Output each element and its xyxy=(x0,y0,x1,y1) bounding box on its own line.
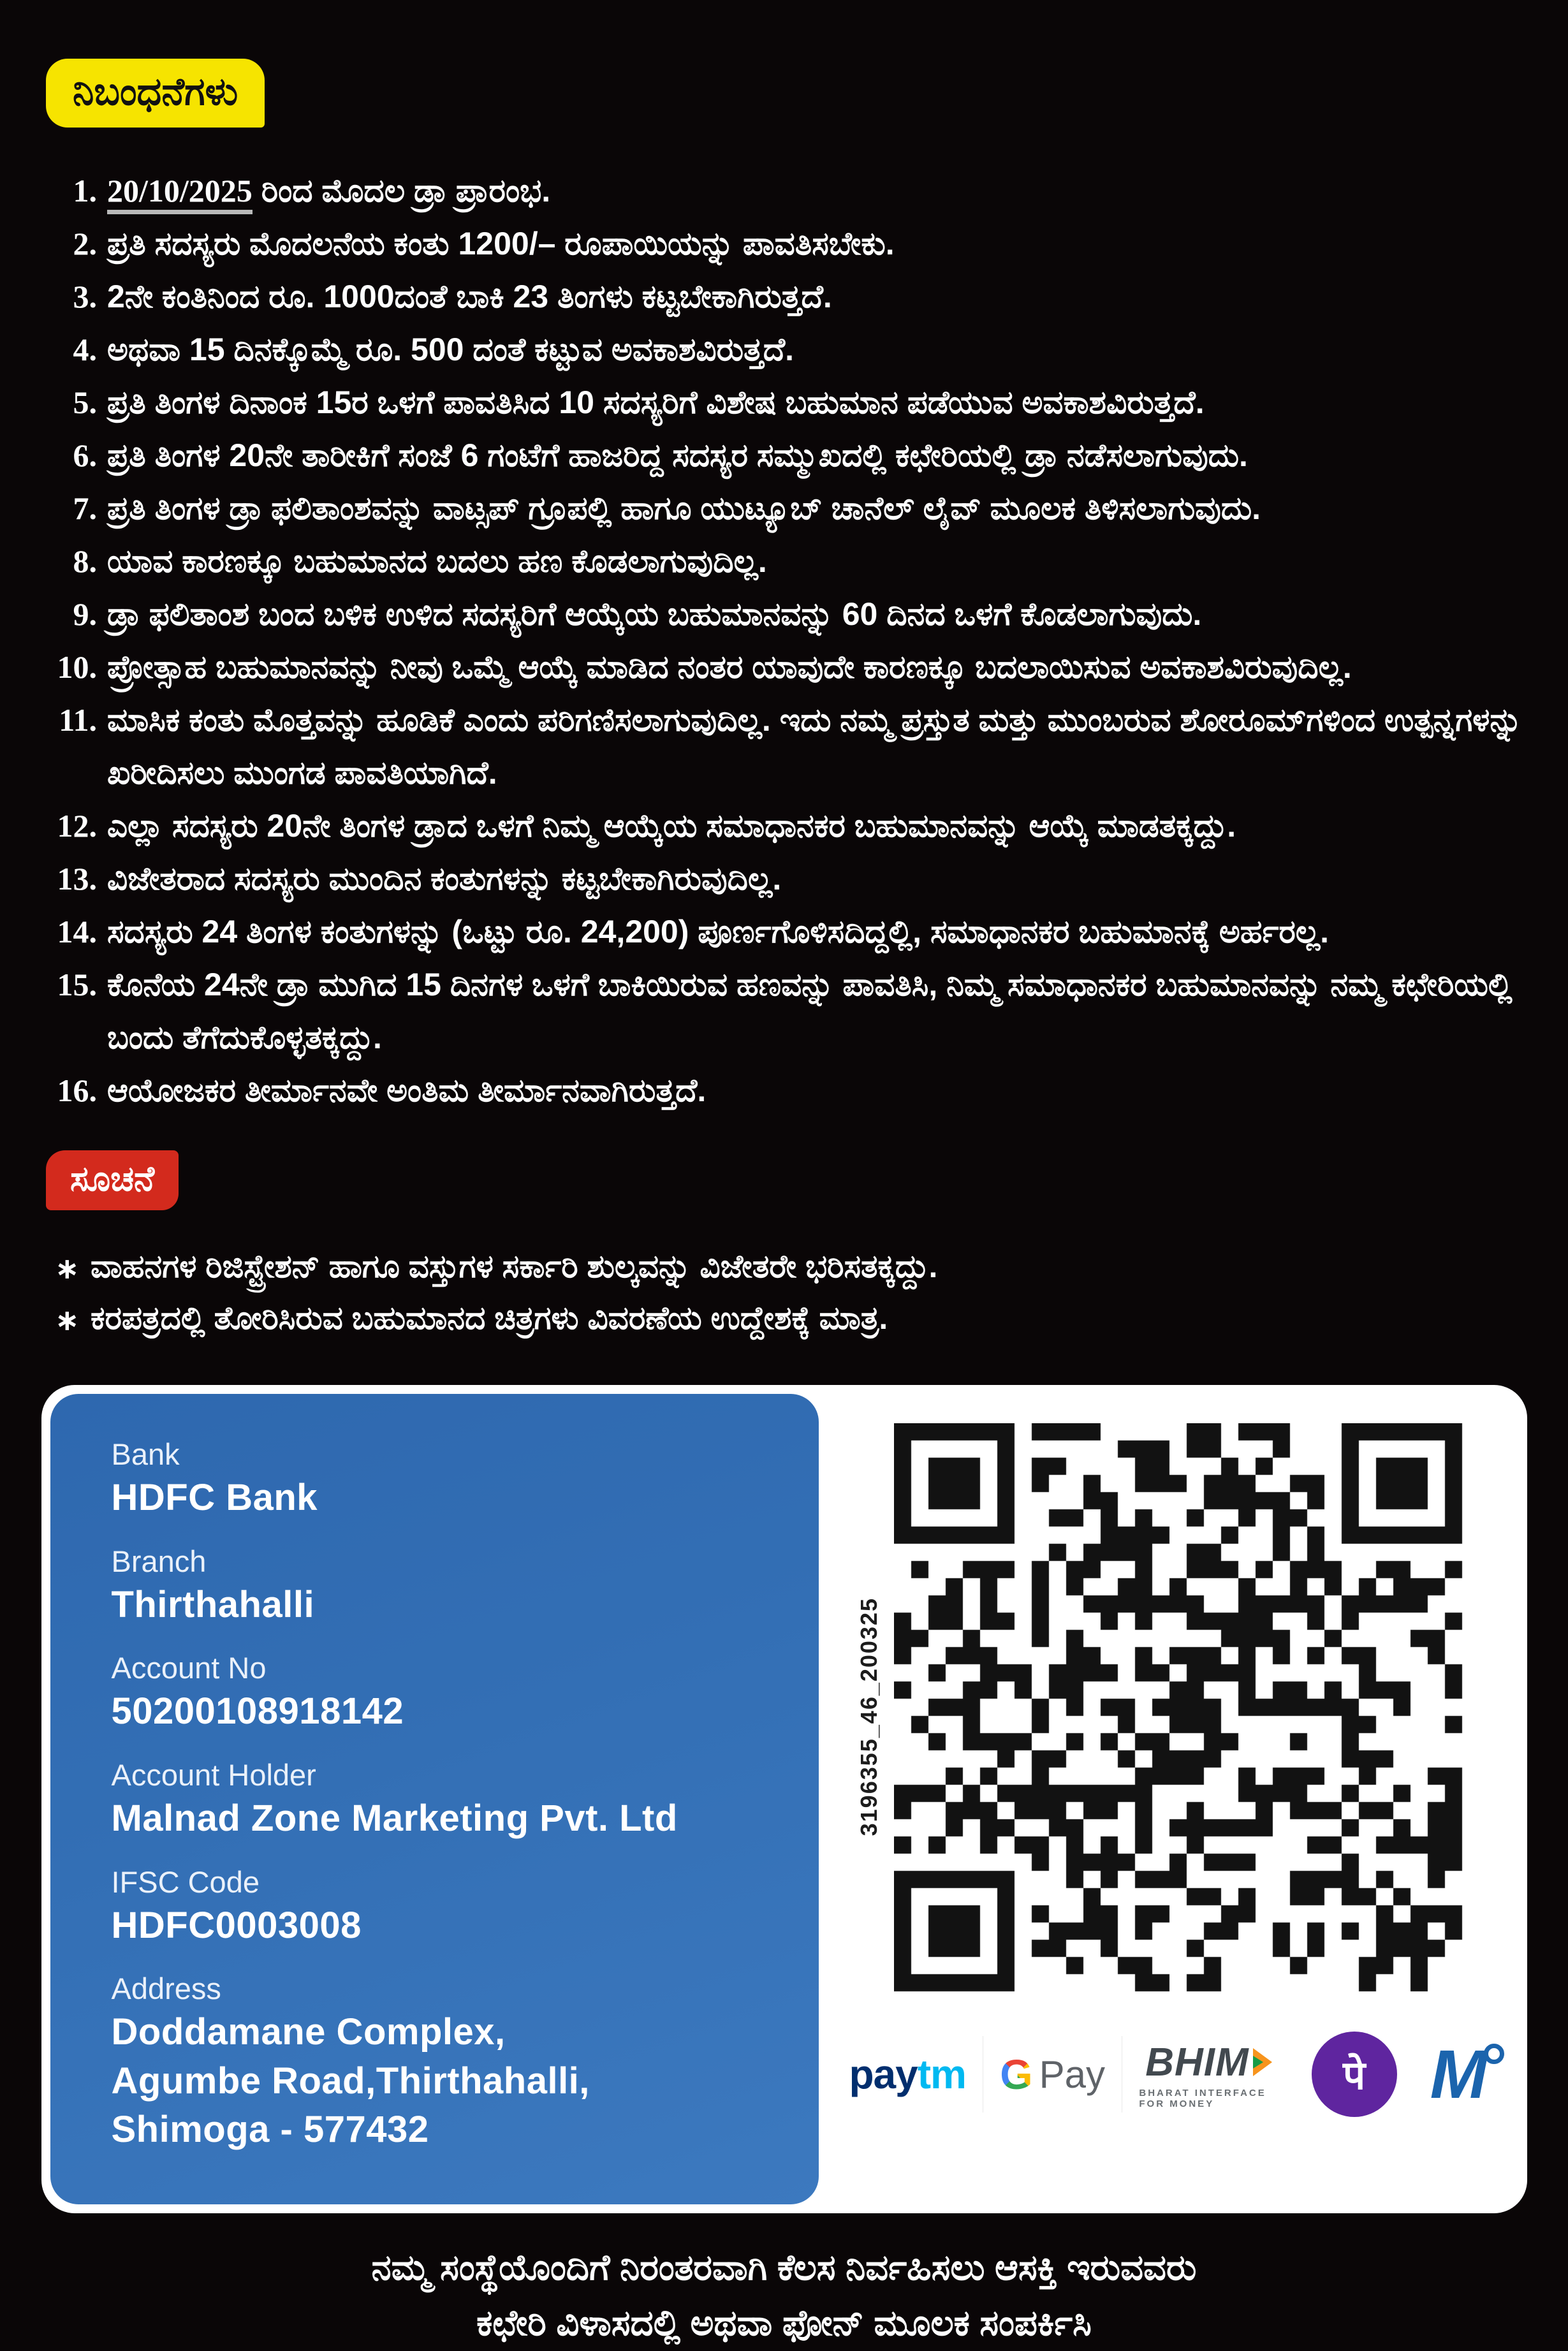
term-number: 5. xyxy=(73,385,97,420)
notice-heading: ಸೂಚನೆ xyxy=(46,1150,179,1210)
ifsc-label: IFSC Code xyxy=(111,1864,260,1899)
address-label: Address xyxy=(111,1972,221,2006)
term-item-11 xyxy=(47,694,1542,800)
branch-label: Branch xyxy=(111,1544,207,1578)
term-item-13 xyxy=(47,853,1542,905)
term-number: 12. xyxy=(57,808,97,844)
account-holder-value: Malnad Zone Marketing Pvt. Ltd xyxy=(111,1798,678,1840)
ifsc-value: HDFC0003008 xyxy=(111,1904,362,1946)
bhim-logo-top xyxy=(1145,2040,1271,2085)
bhim-logo xyxy=(1122,2026,1294,2122)
term-text: ಪ್ರತಿ ತಿಂಗಳ ಡ್ರಾ ಫಲಿತಾಂಶವನ್ನು ವಾಟ್ಸಪ್ ಗ್ರೂಪಲ್ಲಿ ಹಾಗೂ ಯುಟ್ಯೂಬ್ ಚಾನೆಲ್ ಲೈವ್ ಮೂಲಕ ತಿಳಿಸಲಾಗುವುದು. xyxy=(107,490,1261,526)
qr-area xyxy=(856,1423,1481,2010)
term-number: 2. xyxy=(73,226,97,261)
term-number: 3. xyxy=(73,279,97,314)
account-holder-field xyxy=(112,1755,780,1843)
gpay-logo xyxy=(983,2026,1122,2122)
term-text: ಸದಸ್ಯರು 24 ತಿಂಗಳ ಕಂತುಗಳನ್ನು (ಒಟ್ಟು ರೂ. 24,200) ಪೂರ್ಣಗೊಳಿಸದಿದ್ದಲ್ಲಿ, ಸಮಾಧಾನಕರ ಬಹುಮಾನಕ್ಕೆ ಅರ್ಹರಲ್ಲ. xyxy=(107,914,1330,949)
term-number: 8. xyxy=(73,543,97,579)
term-text-rest: ರಿಂದ ಮೊದಲ ಡ್ರಾ ಪ್ರಾರಂಭ. xyxy=(252,173,551,209)
term-text: ಪ್ರತಿ ತಿಂಗಳ 20ನೇ ತಾರೀಕಿಗೆ ಸಂಜೆ 6 ಗಂಟೆಗೆ ಹಾಜರಿದ್ದ ಸದಸ್ಯರ ಸಮ್ಮುಖದಲ್ಲಿ ಕಛೇರಿಯಲ್ಲಿ ಡ್ರಾ ನಡೆಸಲಾಗುವುದು. xyxy=(107,437,1248,473)
qr-reference-text: 3196355_46_200325 xyxy=(856,1597,882,1836)
footer-line-1: ನಮ್ಮ ಸಂಸ್ಥೆಯೊಂದಿಗೆ ನಿರಂತರವಾಗಿ ಕೆಲಸ ನಿರ್ವಹಿಸಲು ಆಸಕ್ತಿ ಇರುವವರು xyxy=(371,2246,1197,2287)
term-item-2 xyxy=(47,217,1542,270)
term-item-4 xyxy=(47,323,1542,376)
bhim-logo-text: BHIM xyxy=(1145,2040,1249,2084)
branch-field xyxy=(112,1542,780,1630)
address-line-3: Shimoga - 577432 xyxy=(111,2109,429,2151)
phonepe-glyph: पे xyxy=(1342,2054,1366,2098)
notice-text: ಕರಪತ್ರದಲ್ಲಿ ತೋರಿಸಿರುವ ಬಹುಮಾನದ ಚಿತ್ರಗಳು ವಿವರಣೆಯ ಉದ್ದೇಶಕ್ಕೆ ಮಾತ್ರ. xyxy=(91,1300,888,1336)
ifsc-field xyxy=(112,1863,780,1951)
notice-list xyxy=(55,1241,1542,1344)
term-item-10 xyxy=(47,641,1542,694)
term-text: ಪ್ರೋತ್ಸಾಹ ಬಹುಮಾನವನ್ನು ನೀವು ಒಮ್ಮೆ ಆಯ್ಕೆ ಮಾಡಿದ ನಂತರ ಯಾವುದೇ ಕಾರಣಕ್ಕೂ ಬದಲಾಯಿಸುವ ಅವಕಾಶವಿರುವುದಿಲ್ಲ. xyxy=(107,649,1352,685)
term-item-3 xyxy=(47,270,1542,323)
term-number: 1. xyxy=(73,173,97,209)
address-line-2: Agumbe Road,Thirthahalli, xyxy=(111,2060,590,2102)
paytm-logo xyxy=(832,2026,983,2122)
term-number: 7. xyxy=(73,490,97,526)
term-item-16 xyxy=(47,1064,1542,1117)
asterisk-bullet-icon: ∗ xyxy=(55,1252,80,1285)
term-text: ಪ್ರತಿ ತಿಂಗಳ ದಿನಾಂಕ 15ರ ಒಳಗೆ ಪಾವತಿಸಿದ 10 ಸದಸ್ಯರಿಗೆ ವಿಶೇಷ ಬಹುಮಾನ ಪಡೆಯುವ ಅವಕಾಶವಿರುತ್ತದೆ. xyxy=(107,385,1205,420)
footer-line-2: ಕಛೇರಿ ವಿಳಾಸದಲ್ಲಿ ಅಥವಾ ಫೋನ್ ಮೂಲಕ ಸಂಪರ್ಕಿಸಿ xyxy=(476,2302,1092,2343)
branch-value: Thirthahalli xyxy=(111,1583,315,1625)
term-number: 4. xyxy=(73,332,97,367)
term-number: 15. xyxy=(57,967,97,1002)
bank-value: HDFC Bank xyxy=(111,1477,318,1519)
term-text: ಅಥವಾ 15 ದಿನಕ್ಕೊಮ್ಮೆ ರೂ. 500 ದಂತೆ ಕಟ್ಟುವ ಅವಕಾಶವಿರುತ್ತದೆ. xyxy=(107,332,794,367)
term-text: ಯಾವ ಕಾರಣಕ್ಕೂ ಬಹುಮಾನದ ಬದಲು ಹಣ ಕೊಡಲಾಗುವುದಿಲ್ಲ. xyxy=(107,543,767,579)
footer-contact-note xyxy=(0,2240,1568,2351)
bank-field xyxy=(112,1435,780,1523)
draw-start-date: 20/10/2025 xyxy=(107,173,253,214)
term-item-14 xyxy=(47,905,1542,958)
term-item-5 xyxy=(47,376,1542,429)
notice-item-1 xyxy=(55,1241,1542,1293)
mobikwik-logo xyxy=(1414,2026,1504,2122)
term-number: 9. xyxy=(73,596,97,632)
term-text: ವಿಜೇತರಾದ ಸದಸ್ಯರು ಮುಂದಿನ ಕಂತುಗಳನ್ನು ಕಟ್ಟಬೇಕಾಗಿರುವುದಿಲ್ಲ. xyxy=(107,861,782,897)
term-text xyxy=(107,165,1542,217)
bank-label: Bank xyxy=(111,1437,180,1471)
qr-section xyxy=(819,1394,1518,2204)
terms-list xyxy=(47,165,1542,1117)
phonepe-icon xyxy=(1312,2032,1397,2117)
account-no-label: Account No xyxy=(111,1651,267,1685)
term-number: 10. xyxy=(57,649,97,685)
phonepe-logo xyxy=(1295,2026,1414,2122)
term-item-1 xyxy=(47,165,1542,217)
address-field xyxy=(112,1969,780,2155)
asterisk-bullet-icon: ∗ xyxy=(55,1303,80,1337)
term-text: 2ನೇ ಕಂತಿನಿಂದ ರೂ. 1000ದಂತೆ ಬಾಕಿ 23 ತಿಂಗಳು ಕಟ್ಟಬೇಕಾಗಿರುತ್ತದೆ. xyxy=(107,279,832,314)
account-no-value: 50200108918142 xyxy=(111,1690,404,1732)
term-number: 16. xyxy=(57,1073,97,1108)
bhim-tagline: BHARAT INTERFACE FOR MONEY xyxy=(1139,2087,1266,2109)
term-text: ಮಾಸಿಕ ಕಂತು ಮೊತ್ತವನ್ನು ಹೂಡಿಕೆ ಎಂದು ಪರಿಗಣಿಸಲಾಗುವುದಿಲ್ಲ. ಇದು ನಮ್ಮ ಪ್ರಸ್ತುತ ಮತ್ತು ಮುಂಬರುವ ಶೋರೂಮ್‌ಗಳಿಂದ ಉತ್ಪನ್ನಗಳನ್ನು ಖರೀದಿಸಲು ಮುಂಗಡ ಪಾವತಿಯಾಗಿದೆ. xyxy=(107,702,1522,791)
term-number: 13. xyxy=(57,861,97,897)
term-text: ಡ್ರಾ ಫಲಿತಾಂಶ ಬಂದ ಬಳಿಕ ಉಳಿದ ಸದಸ್ಯರಿಗೆ ಆಯ್ಕೆಯ ಬಹುಮಾನವನ್ನು 60 ದಿನದ ಒಳಗೆ ಕೊಡಲಾಗುವುದು. xyxy=(107,596,1202,632)
term-number: 6. xyxy=(73,437,97,473)
term-item-12 xyxy=(47,800,1542,853)
account-no-field xyxy=(112,1648,780,1736)
term-item-9 xyxy=(47,588,1542,641)
term-item-7 xyxy=(47,482,1542,535)
gpay-logo-text: Pay xyxy=(1039,2053,1106,2096)
term-item-15 xyxy=(47,958,1542,1064)
notice-text: ವಾಹನಗಳ ರಿಜಿಸ್ಟ್ರೇಶನ್ ಹಾಗೂ ವಸ್ತುಗಳ ಸರ್ಕಾರಿ ಶುಲ್ಕವನ್ನು ವಿಜೇತರೇ ಭರಿಸತಕ್ಕದ್ದು. xyxy=(91,1249,938,1284)
term-text: ಕೊನೆಯ 24ನೇ ಡ್ರಾ ಮುಗಿದ 15 ದಿನಗಳ ಒಳಗೆ ಬಾಕಿಯಿರುವ ಹಣವನ್ನು ಪಾವತಿಸಿ, ನಿಮ್ಮ ಸಮಾಧಾನಕರ ಬಹುಮಾನವನ್ನು ನಮ್ಮ ಕಛೇರಿಯಲ್ಲಿ ಬಂದು ತೆಗೆದುಕೊಳ್ಳತಕ್ಕದ್ದು. xyxy=(107,967,1513,1055)
mobikwik-m-icon xyxy=(1430,2035,1488,2113)
payment-qr-code xyxy=(894,1423,1481,2010)
term-number: 11. xyxy=(59,702,97,738)
notice-item-2 xyxy=(55,1293,1542,1344)
bhim-tricolor-arrow-icon xyxy=(1253,2048,1272,2076)
mobikwik-glyph: M xyxy=(1430,2035,1488,2113)
term-text: ಪ್ರತಿ ಸದಸ್ಯರು ಮೊದಲನೆಯ ಕಂತು 1200/– ರೂಪಾಯಿಯನ್ನು ಪಾವತಿಸಬೇಕು. xyxy=(107,226,895,261)
bank-details-card xyxy=(41,1385,1527,2213)
terms-heading: ನಿಬಂಧನೆಗಳು xyxy=(46,59,265,128)
payment-apps-row xyxy=(832,2026,1504,2122)
term-item-8 xyxy=(47,535,1542,588)
bank-info-panel xyxy=(50,1394,819,2204)
mobikwik-degree-mark xyxy=(1484,2044,1504,2064)
term-item-6 xyxy=(47,429,1542,482)
term-text: ಆಯೋಜಕರ ತೀರ್ಮಾನವೇ ಅಂತಿಮ ತೀರ್ಮಾನವಾಗಿರುತ್ತದೆ. xyxy=(107,1073,707,1108)
google-g-icon: G xyxy=(1000,2051,1033,2098)
term-number: 14. xyxy=(57,914,97,949)
account-holder-label: Account Holder xyxy=(111,1757,316,1792)
paytm-logo-text2: tm xyxy=(917,2051,966,2097)
term-text: ಎಲ್ಲಾ ಸದಸ್ಯರು 20ನೇ ತಿಂಗಳ ಡ್ರಾದ ಒಳಗೆ ನಿಮ್ಮ ಆಯ್ಕೆಯ ಸಮಾಧಾನಕರ ಬಹುಮಾನವನ್ನು ಆಯ್ಕೆ ಮಾಡತಕ್ಕದ್ದು. xyxy=(107,808,1236,844)
address-line-1: Doddamane Complex, xyxy=(111,2011,506,2053)
paytm-logo-text: pay xyxy=(849,2051,918,2097)
